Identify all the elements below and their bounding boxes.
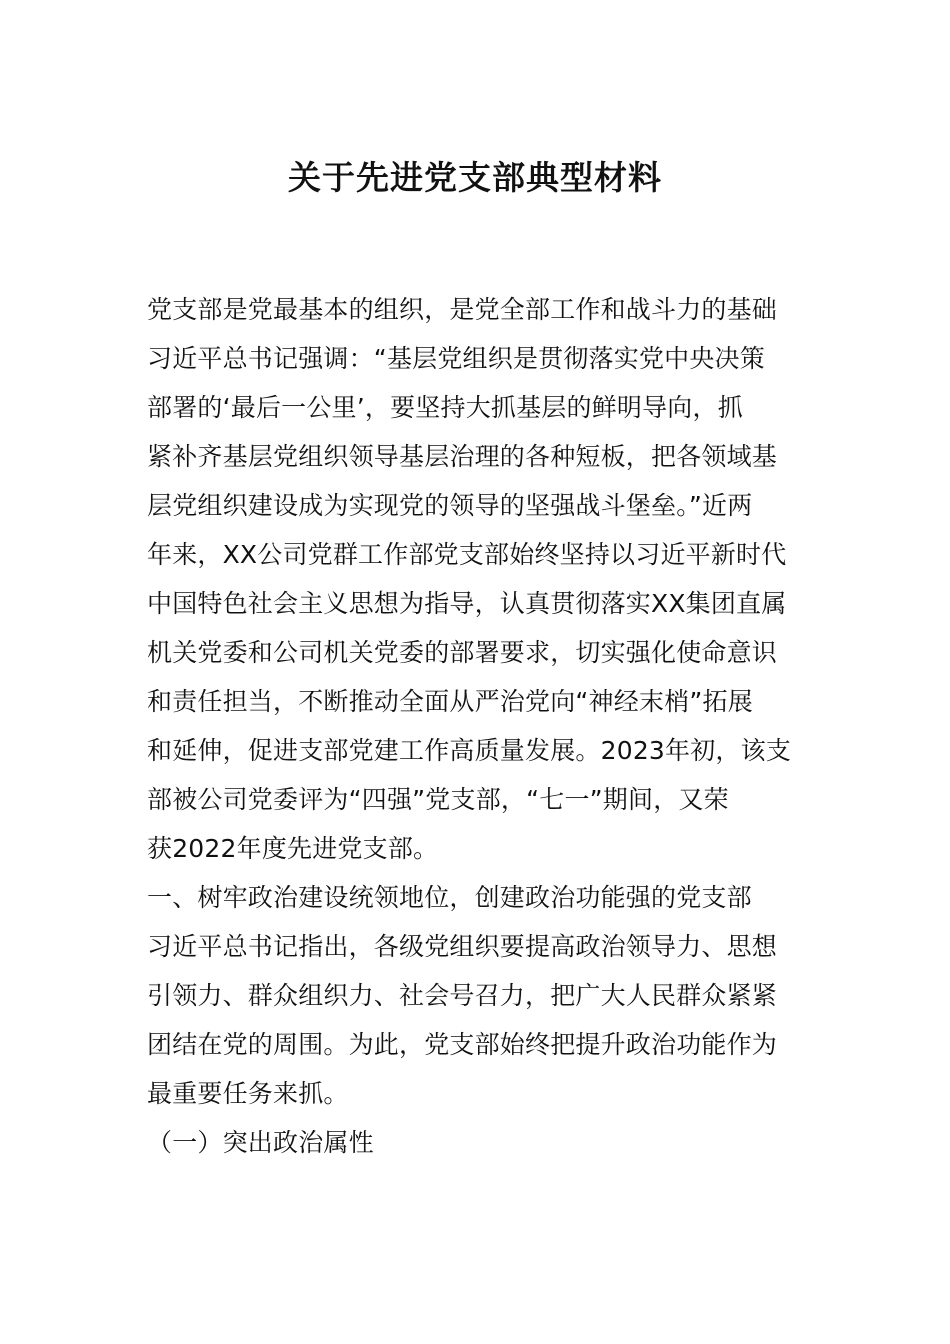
body-line: 机关党委和公司机关党委的部署要求，切实强化使命意识 [147,638,778,667]
body-line: 年来，XX公司党群工作部党支部始终坚持以习近平新时代 [147,540,787,569]
body-line: 中国特色社会主义思想为指导，认真贯彻落实XX集团直属 [147,589,787,618]
section-heading: 一、树牢政治建设统领地位，创建政治功能强的党支部 [147,883,752,912]
document-title: 关于先进党支部典型材料 [288,158,662,197]
body-line: 习近平总书记强调：“基层党组织是贯彻落实党中央决策 [147,344,765,373]
body-line: 引领力、群众组织力、社会号召力，把广大人民群众紧紧 [147,981,778,1010]
subsection-heading: （一）突出政治属性 [147,1128,374,1157]
body-line: 党支部是党最基本的组织，是党全部工作和战斗力的基础 [147,295,778,324]
body-line: 层党组织建设成为实现党的领导的坚强战斗堡垒。”近两 [147,491,753,520]
body-line: 和责任担当，不断推动全面从严治党向“神经末梢”拓展 [147,687,753,716]
body-line: 团结在党的周围。为此，党支部始终把提升政治功能作为 [147,1030,778,1059]
document-body [147,288,807,1170]
body-line: 获2022年度先进党支部。 [147,834,439,863]
body-line: 最重要任务来抓。 [147,1079,349,1108]
body-line: 和延伸，促进支部党建工作高质量发展。2023年初，该支 [147,736,792,765]
body-line: 习近平总书记指出，各级党组织要提高政治领导力、思想 [147,932,778,961]
body-line: 紧补齐基层党组织领导基层治理的各种短板，把各领域基 [147,442,778,471]
body-line: 部署的‘最后一公里’，要坚持大抓基层的鲜明导向，抓 [147,393,743,422]
body-line: 部被公司党委评为“四强”党支部，“七一”期间，又荣 [147,785,729,814]
